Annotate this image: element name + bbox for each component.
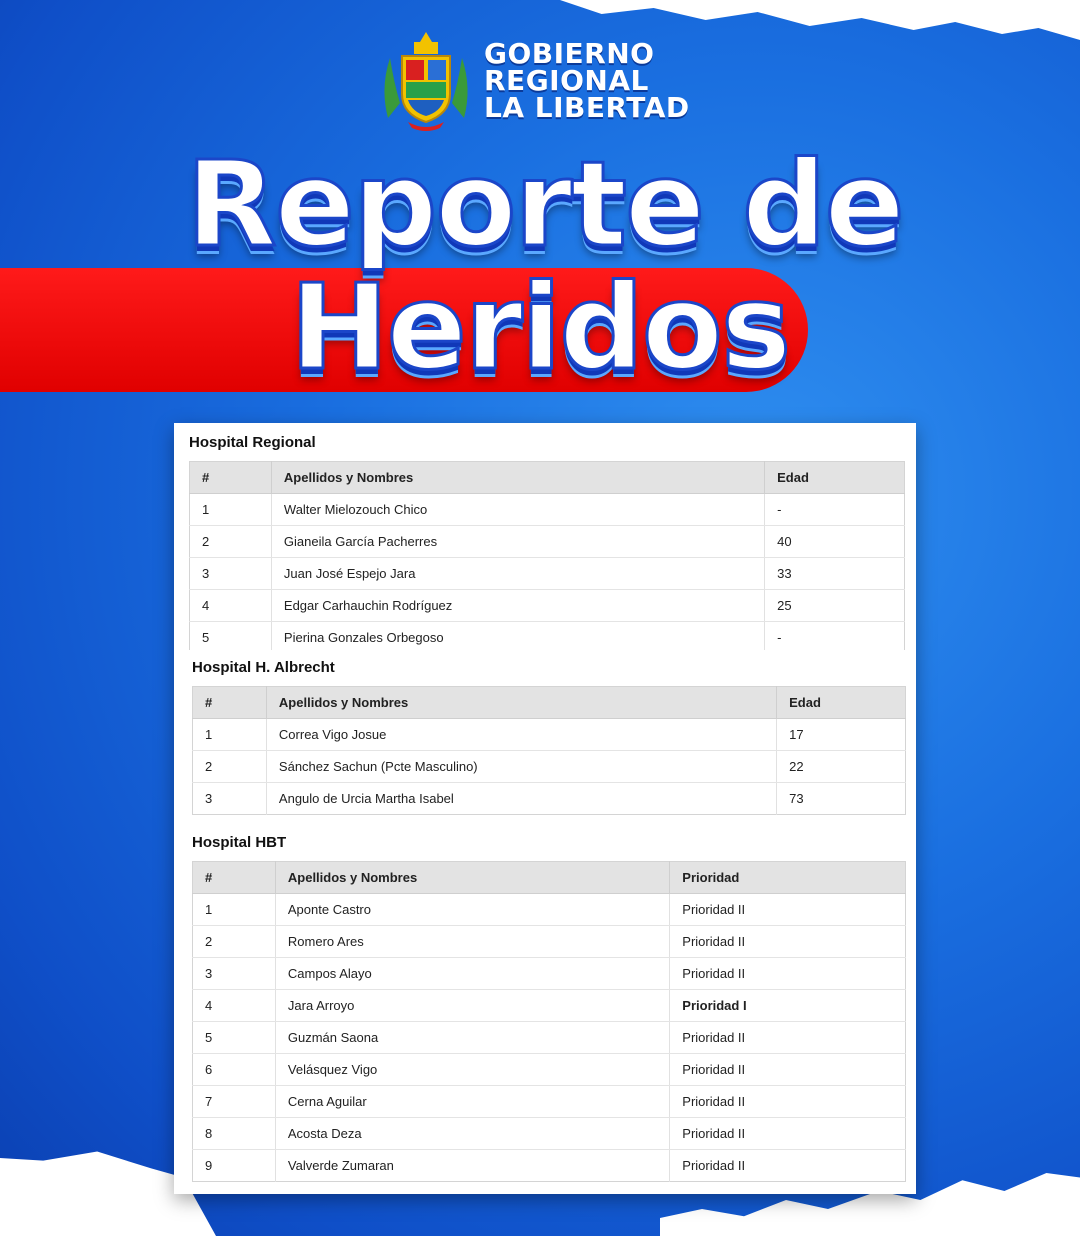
- cell-number: 9: [193, 1150, 276, 1182]
- table-row: [190, 494, 905, 526]
- table-row: [193, 1150, 906, 1182]
- org-line-3: LA LIBERTAD: [484, 91, 690, 124]
- cell-number: 1: [193, 719, 267, 751]
- section-title-hospital-albrecht: Hospital H. Albrecht: [192, 659, 335, 676]
- cell-number: 4: [190, 590, 272, 622]
- org-line-2: REGIONAL: [484, 64, 649, 97]
- coat-of-arms-icon: [378, 28, 474, 134]
- cell-priority: Prioridad II: [682, 1158, 746, 1173]
- cell-number: 3: [193, 783, 267, 815]
- cell-number: 3: [193, 958, 276, 990]
- cell-number: 3: [190, 558, 272, 590]
- table-row: [193, 926, 906, 958]
- table-wrapper-hospital-regional: [189, 461, 906, 650]
- column-header-age: Edad: [765, 462, 905, 494]
- section-title-hospital-hbt: Hospital HBT: [192, 834, 287, 851]
- cell-priority: Prioridad II: [670, 926, 906, 958]
- cell-name: Sánchez Sachun (Pcte Masculino): [266, 751, 776, 783]
- table-hospital-regional: [189, 461, 905, 650]
- cell-name: Juan José Espejo Jara: [271, 558, 764, 590]
- table-row: [190, 526, 905, 558]
- column-header-number: #: [193, 687, 267, 719]
- cell-name: Walter Mielozouch Chico: [271, 494, 764, 526]
- cell-name: Acosta Deza: [275, 1118, 669, 1150]
- cell-name: Velásquez Vigo: [275, 1054, 669, 1086]
- cell-priority: Prioridad I: [670, 990, 906, 1022]
- table-row: [193, 1054, 906, 1086]
- torn-paper-edge-top: [560, 0, 1080, 40]
- cell-name: Correa Vigo Josue: [266, 719, 776, 751]
- cell-age: 22: [777, 751, 906, 783]
- cell-priority: Prioridad II: [670, 1118, 906, 1150]
- table-hospital-albrecht: [192, 686, 906, 815]
- cell-number: 2: [193, 926, 276, 958]
- cell-age: 17: [777, 719, 906, 751]
- page-title-line-1: Reporte de: [186, 135, 903, 273]
- table-row: [193, 783, 906, 815]
- cell-age: 33: [765, 558, 905, 590]
- table-header-row: [193, 687, 906, 719]
- cell-priority: Prioridad II: [670, 1086, 906, 1118]
- table-row: [193, 1022, 906, 1054]
- table-row: [193, 1086, 906, 1118]
- table-row: [193, 1118, 906, 1150]
- table-row: [193, 958, 906, 990]
- table-row: [190, 622, 905, 651]
- cell-name: Angulo de Urcia Martha Isabel: [266, 783, 776, 815]
- section-title-hospital-regional: Hospital Regional: [189, 434, 316, 451]
- cell-priority: Prioridad II: [670, 1022, 906, 1054]
- cell-number: 2: [193, 751, 267, 783]
- cell-priority: Prioridad II: [670, 958, 906, 990]
- cell-age: 73: [789, 791, 804, 806]
- org-line-1: GOBIERNO: [484, 37, 655, 70]
- column-header-number: #: [190, 462, 272, 494]
- cell-number: 8: [193, 1118, 276, 1150]
- cell-number: 1: [193, 894, 276, 926]
- table-hospital-hbt: [192, 861, 906, 1182]
- cell-number: 2: [190, 526, 272, 558]
- cell-number: 5: [190, 622, 272, 651]
- cell-name: Jara Arroyo: [275, 990, 669, 1022]
- table-row: [190, 558, 905, 590]
- cell-age: 40: [765, 526, 905, 558]
- organization-name: [484, 37, 690, 124]
- cell-name: Valverde Zumaran: [275, 1150, 669, 1182]
- table-row: [193, 894, 906, 926]
- cell-name: Campos Alayo: [275, 958, 669, 990]
- cell-name: Gianeila García Pacherres: [271, 526, 764, 558]
- table-row: [190, 590, 905, 622]
- cell-number: 1: [190, 494, 272, 526]
- report-card: [174, 423, 916, 1194]
- cell-name: Aponte Castro: [275, 894, 669, 926]
- cell-number: 6: [193, 1054, 276, 1086]
- table-row: [193, 990, 906, 1022]
- cell-priority: Prioridad II: [670, 894, 906, 926]
- cell-number: 5: [193, 1022, 276, 1054]
- column-header-priority: Prioridad: [670, 862, 906, 894]
- cell-name: Romero Ares: [275, 926, 669, 958]
- cell-age: -: [765, 494, 905, 526]
- column-header-name: Apellidos y Nombres: [271, 462, 764, 494]
- table-row: [193, 751, 906, 783]
- column-header-age: Edad: [777, 687, 906, 719]
- column-header-number: #: [193, 862, 276, 894]
- cell-name: Guzmán Saona: [275, 1022, 669, 1054]
- column-header-name: Apellidos y Nombres: [266, 687, 776, 719]
- cell-age: -: [777, 630, 782, 645]
- cell-number: 4: [193, 990, 276, 1022]
- table-header-row: [190, 462, 905, 494]
- column-header-name: Apellidos y Nombres: [275, 862, 669, 894]
- cell-number: 7: [193, 1086, 276, 1118]
- cell-name: Pierina Gonzales Orbegoso: [271, 622, 764, 651]
- table-row: [193, 719, 906, 751]
- cell-priority: Prioridad II: [670, 1054, 906, 1086]
- cell-name: Cerna Aguilar: [275, 1086, 669, 1118]
- table-header-row: [193, 862, 906, 894]
- page-title-line-2: Heridos: [290, 258, 790, 396]
- cell-name: Edgar Carhauchin Rodríguez: [271, 590, 764, 622]
- cell-age: 25: [765, 590, 905, 622]
